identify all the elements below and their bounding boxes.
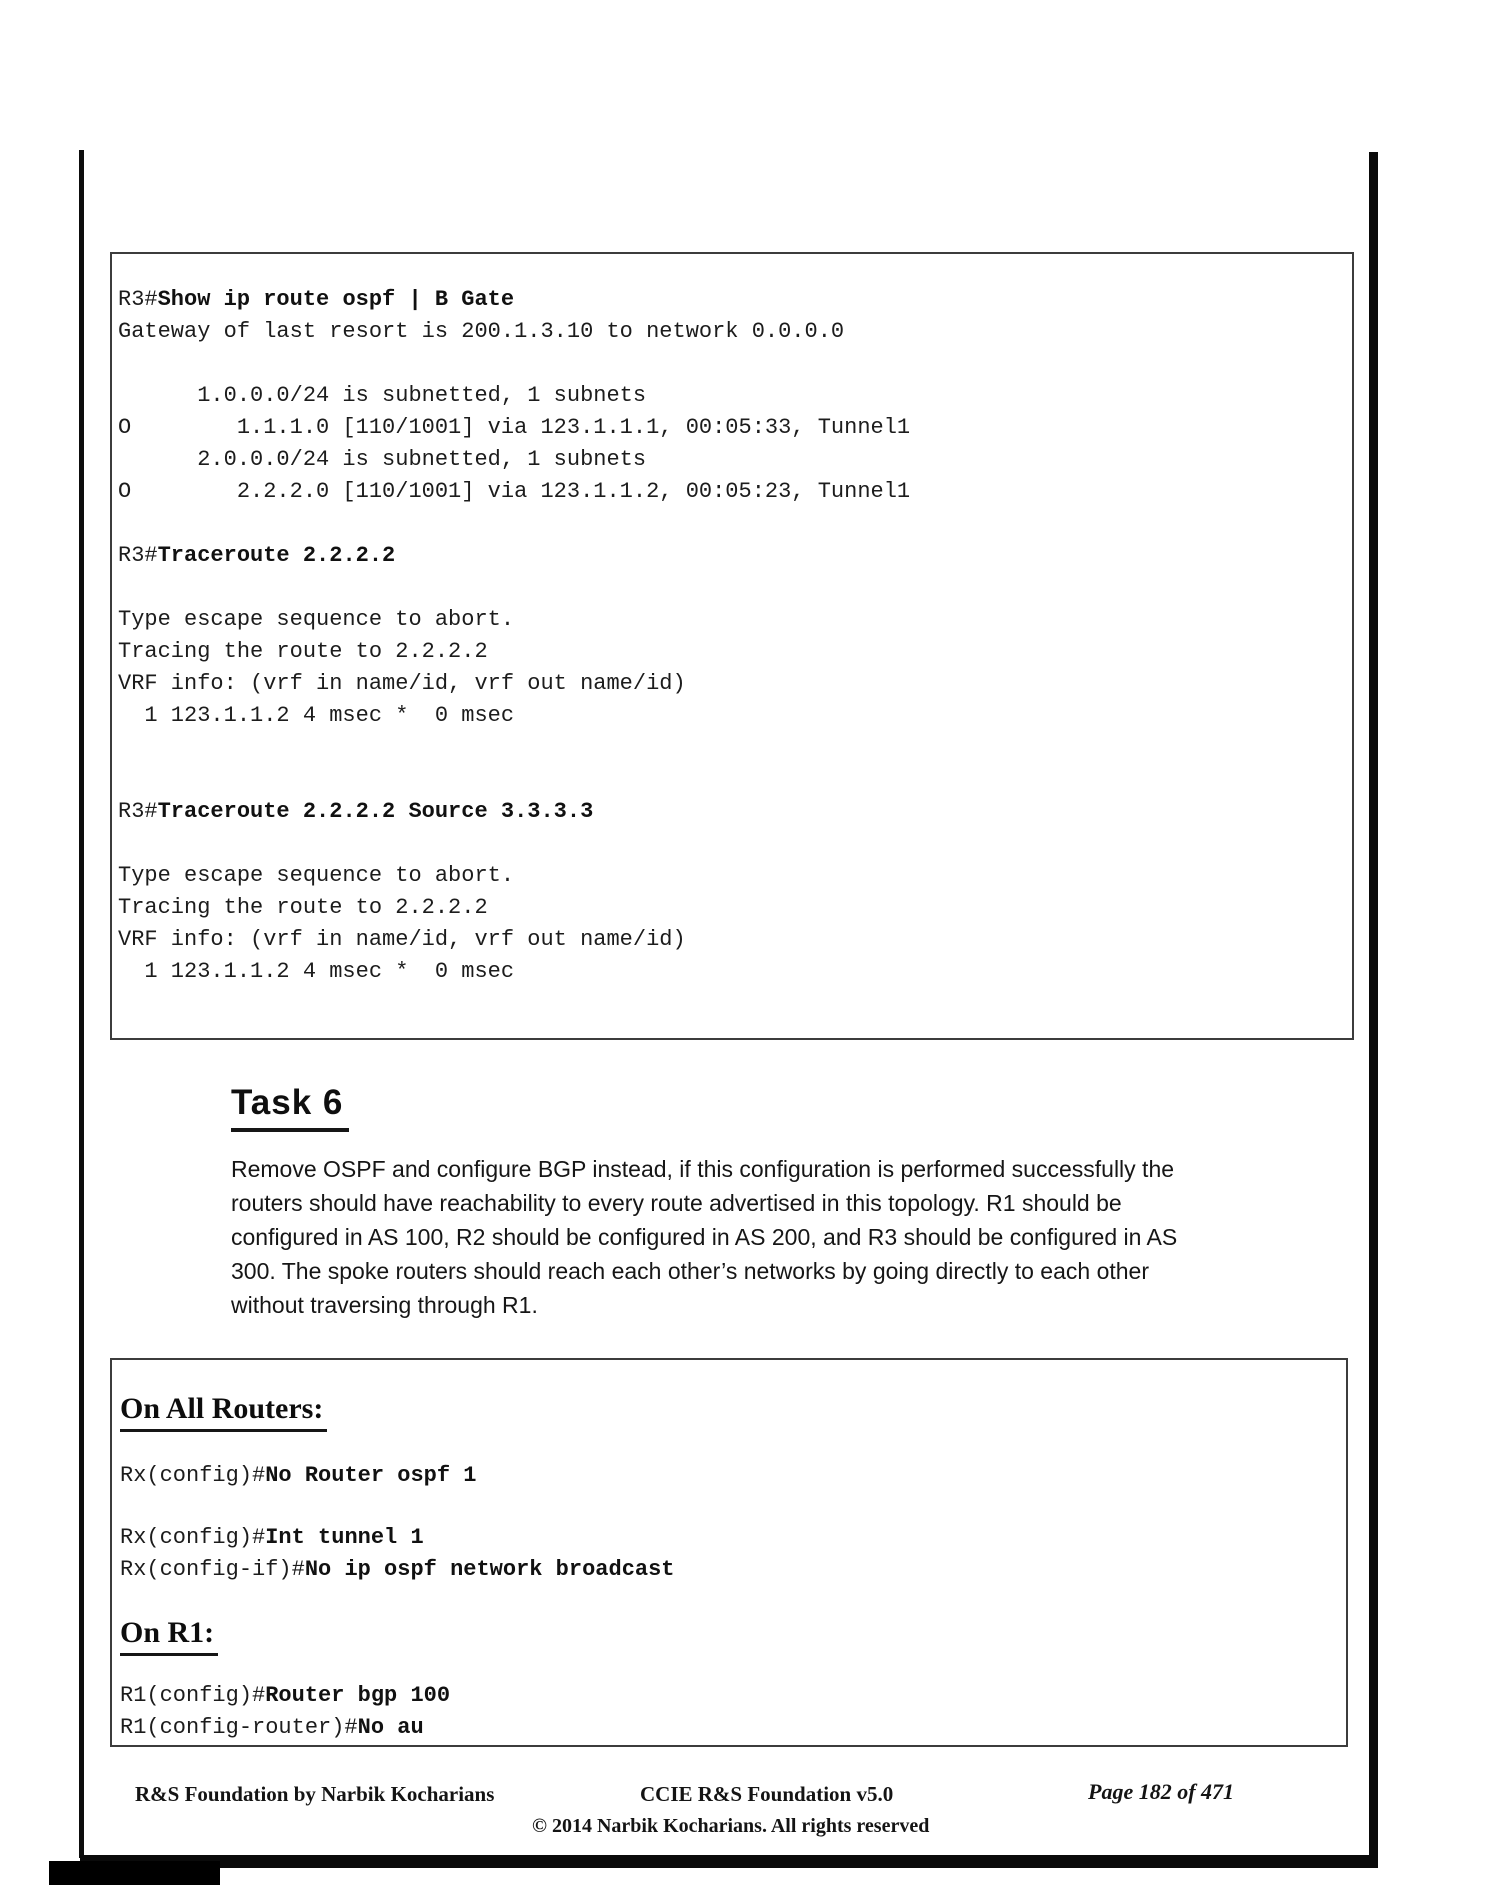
scan-right-rule [1369, 152, 1378, 1864]
config-line [120, 1460, 476, 1492]
cli-prompt: R3# [118, 543, 158, 568]
terminal-line [118, 796, 1352, 828]
cli-output: Type escape sequence to abort. [118, 607, 515, 632]
terminal-line [118, 860, 1352, 892]
cli-command: No au [357, 1715, 424, 1740]
section-heading-all-routers: On All Routers: [120, 1392, 327, 1432]
terminal-line [118, 892, 1352, 924]
config-line [120, 1554, 675, 1586]
cli-command: Traceroute 2.2.2.2 Source 3.3.3.3 [157, 799, 594, 824]
cli-command: Traceroute 2.2.2.2 [157, 543, 396, 568]
config-line [120, 1712, 424, 1744]
terminal-blank-line [118, 572, 1352, 604]
terminal-line [118, 956, 1352, 988]
terminal-blank-line [118, 828, 1352, 860]
config-line [120, 1522, 424, 1554]
cli-output: Gateway of last resort is 200.1.3.10 to network 0.0.0.0 [118, 319, 845, 344]
cli-output: 2.0.0.0/24 is subnetted, 1 subnets [118, 447, 647, 472]
terminal-output-box [110, 252, 1354, 1040]
cli-prompt: Rx(config)# [120, 1463, 266, 1488]
terminal-line [118, 636, 1352, 668]
terminal-blank-line [118, 348, 1352, 380]
task-paragraph-line: configured in AS 100, R2 should be configured in AS 200, and R3 should be configured in AS [231, 1224, 1178, 1250]
terminal-blank-line [118, 732, 1352, 764]
cli-command: No ip ospf network broadcast [304, 1557, 675, 1582]
cli-command: Int tunnel 1 [265, 1525, 424, 1550]
cli-output: Tracing the route to 2.2.2.2 [118, 639, 488, 664]
cli-command: No Router ospf 1 [265, 1463, 477, 1488]
terminal-blank-line [118, 764, 1352, 796]
footer-course-title: R&S Foundation by Narbik Kocharians [135, 1782, 495, 1806]
cli-output: O 1.1.1.0 [110/1001] via 123.1.1.1, 00:05:33, Tunnel1 [118, 415, 911, 440]
cli-output: Type escape sequence to abort. [118, 863, 515, 888]
cli-output: 1 123.1.1.2 4 msec * 0 msec [118, 703, 515, 728]
task-paragraph-line: routers should have reachability to every route advertised in this topology. R1 should be [231, 1190, 1122, 1216]
cli-prompt: R1(config)# [120, 1683, 266, 1708]
section-heading-on-r1: On R1: [120, 1616, 218, 1656]
terminal-blank-line [118, 508, 1352, 540]
scan-left-rule [79, 150, 84, 1858]
scan-bottom-left-block [49, 1861, 220, 1885]
cli-output: O 2.2.2.0 [110/1001] via 123.1.1.2, 00:05:23, Tunnel1 [118, 479, 911, 504]
config-commands-box [110, 1358, 1348, 1747]
cli-output: 1.0.0.0/24 is subnetted, 1 subnets [118, 383, 647, 408]
terminal-line [118, 924, 1352, 956]
footer-page-number: Page 182 of 471 [1088, 1779, 1235, 1804]
task-paragraph [231, 1152, 1261, 1322]
cli-prompt: R3# [118, 287, 158, 312]
terminal-line [118, 380, 1352, 412]
footer-document-title: CCIE R&S Foundation v5.0 [640, 1782, 894, 1806]
cli-prompt: R3# [118, 799, 158, 824]
cli-prompt: R1(config-router)# [120, 1715, 358, 1740]
terminal-line [118, 540, 1352, 572]
cli-command: Show ip route ospf | B Gate [157, 287, 515, 312]
terminal-line [118, 668, 1352, 700]
cli-prompt: Rx(config-if)# [120, 1557, 305, 1582]
terminal-line [118, 444, 1352, 476]
cli-command: Router bgp 100 [265, 1683, 451, 1708]
cli-output: VRF info: (vrf in name/id, vrf out name/id) [118, 927, 686, 952]
terminal-line [118, 476, 1352, 508]
cli-prompt: Rx(config)# [120, 1525, 266, 1550]
config-line [120, 1680, 450, 1712]
terminal-line [118, 284, 1352, 316]
footer-copyright: © 2014 Narbik Kocharians. All rights reserved [532, 1815, 930, 1837]
terminal-line [118, 412, 1352, 444]
task-paragraph-line: without traversing through R1. [231, 1292, 538, 1318]
task-heading: Task 6 [231, 1083, 349, 1132]
cli-output: VRF info: (vrf in name/id, vrf out name/id) [118, 671, 686, 696]
task-paragraph-line: 300. The spoke routers should reach each other’s networks by going directly to each other [231, 1258, 1149, 1284]
cli-output: Tracing the route to 2.2.2.2 [118, 895, 488, 920]
task-paragraph-line: Remove OSPF and configure BGP instead, if this configuration is performed successfully the [231, 1156, 1175, 1182]
scan-bottom-bar [80, 1855, 1378, 1868]
terminal-line [118, 700, 1352, 732]
cli-output: 1 123.1.1.2 4 msec * 0 msec [118, 959, 515, 984]
terminal-line [118, 604, 1352, 636]
terminal-line [118, 316, 1352, 348]
